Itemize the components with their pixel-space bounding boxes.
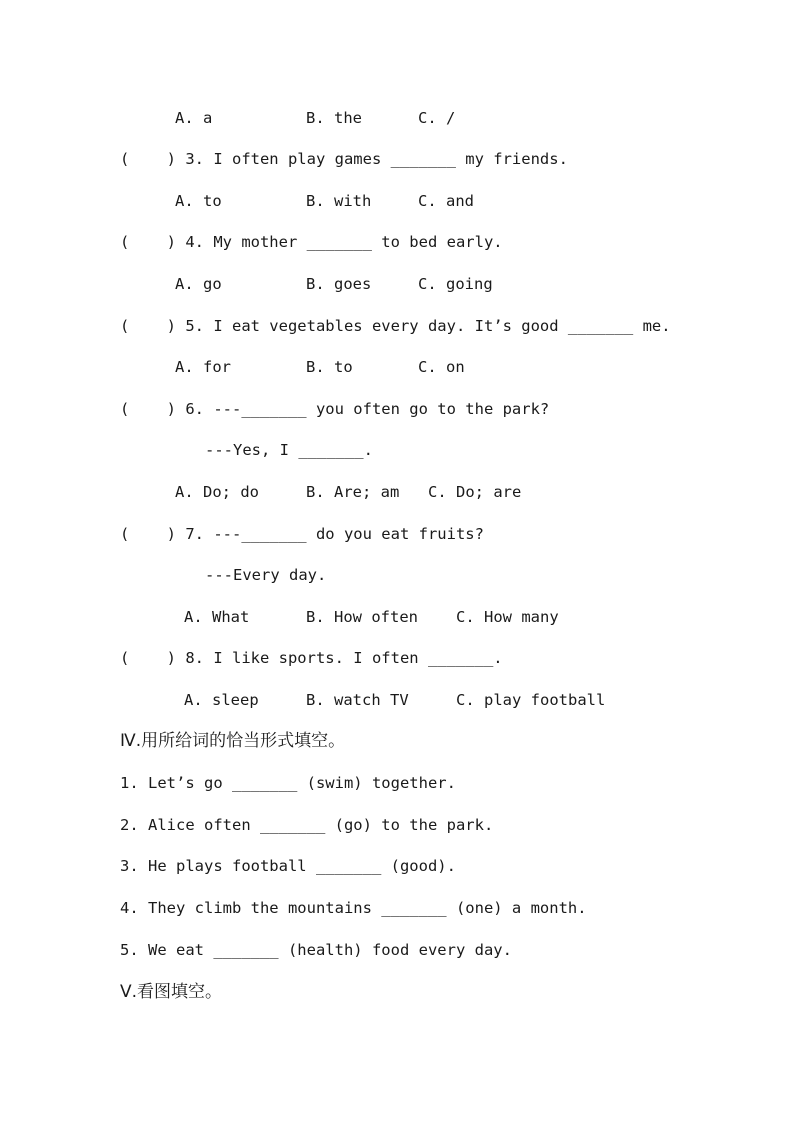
section-4-item-1: 1. Let’s go _______ (swim) together. (120, 774, 456, 792)
q8-option-a: A. sleep (184, 691, 259, 709)
question-7-stem: ( ) 7. ---_______ do you eat fruits? (120, 525, 484, 543)
question-7-answer-line: ---Every day. (205, 566, 327, 584)
q2-option-b: B. the (306, 109, 362, 127)
q2-option-a: A. a (175, 109, 213, 127)
q5-option-b: B. to (306, 358, 353, 376)
question-8-stem: ( ) 8. I like sports. I often _______. (120, 649, 503, 667)
q7-option-b: B. How often (306, 608, 418, 626)
q3-option-b: B. with (306, 192, 372, 210)
question-6-stem: ( ) 6. ---_______ you often go to the park? (120, 400, 550, 418)
q7-option-c: C. How many (456, 608, 559, 626)
q5-option-a: A. for (175, 358, 231, 376)
question-4-stem: ( ) 4. My mother _______ to bed early. (120, 233, 503, 251)
q6-option-c: C. Do; are (428, 483, 522, 501)
q4-option-a: A. go (175, 275, 222, 293)
q7-option-a: A. What (184, 608, 250, 626)
section-4-item-3: 3. He plays football _______ (good). (120, 857, 456, 875)
q8-option-b: B. watch TV (306, 691, 409, 709)
q3-option-c: C. and (418, 192, 474, 210)
q2-option-c: C. / (418, 109, 456, 127)
section-5-heading: Ⅴ.看图填空。 (120, 982, 223, 1002)
q4-option-b: B. goes (306, 275, 372, 293)
section-4-item-5: 5. We eat _______ (health) food every day. (120, 941, 512, 959)
q3-option-a: A. to (175, 192, 222, 210)
q6-option-a: A. Do; do (175, 483, 259, 501)
q4-option-c: C. going (418, 275, 493, 293)
q8-option-c: C. play football (456, 691, 606, 709)
q5-option-c: C. on (418, 358, 465, 376)
question-6-answer-line: ---Yes, I _______. (205, 441, 373, 459)
section-4-item-2: 2. Alice often _______ (go) to the park. (120, 816, 494, 834)
q6-option-b: B. Are; am (306, 483, 400, 501)
section-4-heading: Ⅳ.用所给词的恰当形式填空。 (120, 731, 346, 751)
section-4-item-4: 4. They climb the mountains _______ (one) a month. (120, 899, 587, 917)
question-3-stem: ( ) 3. I often play games _______ my friends. (120, 150, 568, 168)
question-5-stem: ( ) 5. I eat vegetables every day. It’s good _______ me. (120, 317, 671, 335)
